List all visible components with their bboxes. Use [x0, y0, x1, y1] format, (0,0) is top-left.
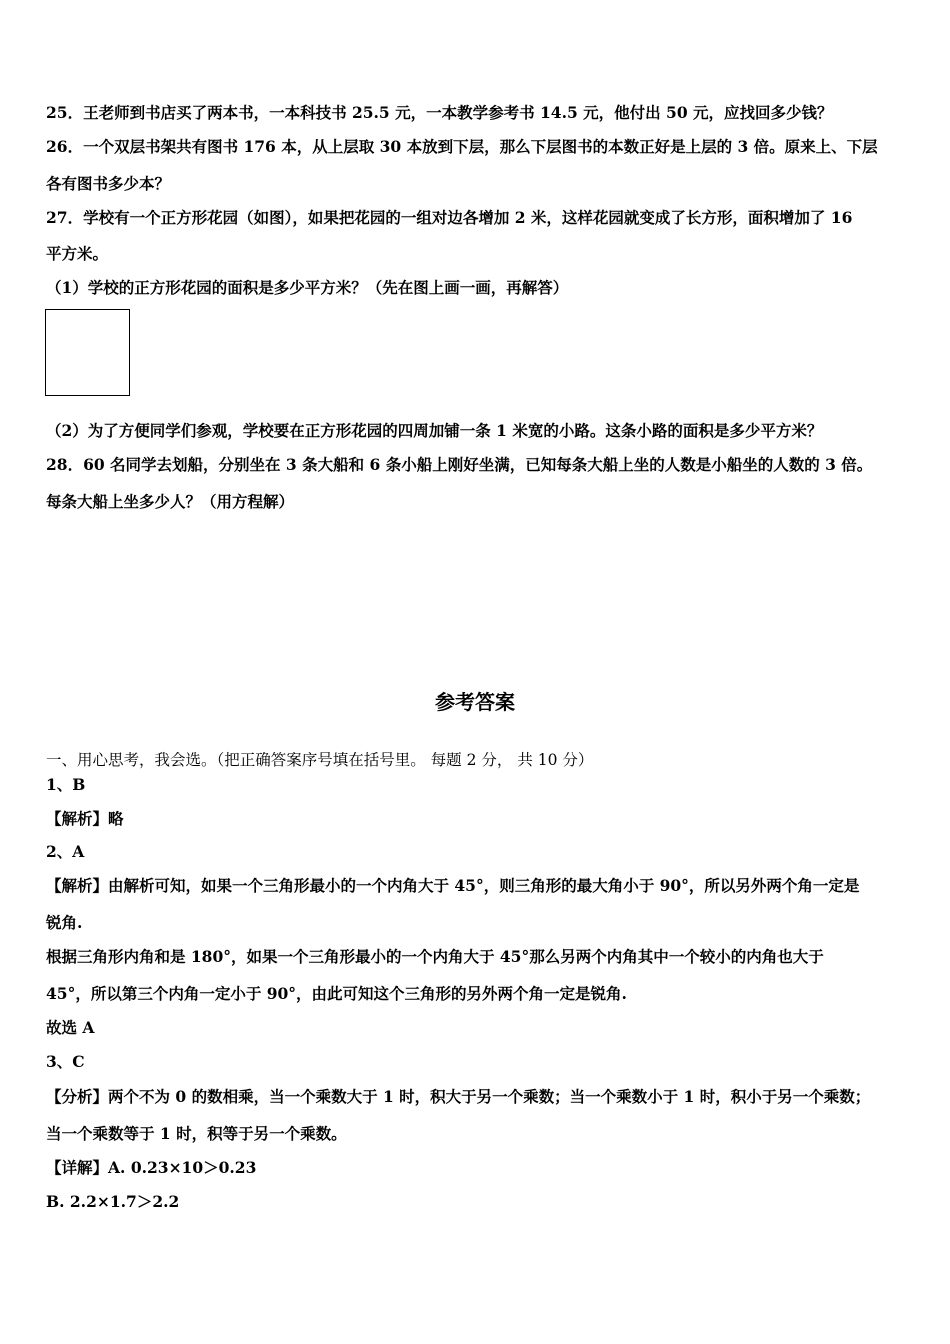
question-27-part2: （2）为了方便同学们参观，学校要在正方形花园的四周加铺一条 1 米宽的小路。这条小路的面积是多少平方米？	[46, 421, 823, 440]
question-28-line2: 每条大船上坐多少人？（用方程解）	[46, 492, 295, 511]
section-1-heading: 一、用心思考，我会选。（把正确答案序号填在括号里。 每题 2 分， 共 10 分）	[46, 751, 594, 769]
question-25: 25．王老师到书店买了两本书，一本科技书 25.5 元，一本教学参考书 14.5 元，他付出 50 元，应找回多少钱？	[46, 103, 833, 122]
question-28-line1: 28．60 名同学去划船，分别坐在 3 条大船和 6 条小船上刚好坐满，已知每条大船上坐的人数是小船坐的人数的 3 倍。	[46, 455, 873, 474]
question-26-line2: 各有图书多少本？	[46, 174, 171, 193]
answer-2-explanation-line2: 锐角.	[46, 913, 83, 932]
question-27-part1: （1）学校的正方形花园的面积是多少平方米？（先在图上画一画，再解答）	[46, 278, 569, 297]
answer-3-detail-line1: 【详解】A. 0.23×10＞0.23	[46, 1158, 257, 1177]
answer-2-explanation-line1: 【解析】由解析可知，如果一个三角形最小的一个内角大于 45°，则三角形的最大角小于 90°，所以另外两个角一定是	[46, 876, 860, 895]
answer-1-explanation: 【解析】略	[46, 809, 124, 828]
answer-3: 3、C	[46, 1052, 85, 1071]
answer-3-analysis-line1: 【分析】两个不为 0 的数相乘，当一个乘数大于 1 时，积大于另一个乘数；当一个乘数小于 1 时，积小于另一个乘数；	[46, 1087, 871, 1106]
answer-1: 1、B	[46, 775, 86, 794]
answers-title: 参考答案	[435, 690, 515, 714]
answer-3-analysis-line2: 当一个乘数等于 1 时，积等于另一个乘数。	[46, 1124, 347, 1143]
square-garden-figure	[45, 309, 130, 396]
answer-2-choice: 故选 A	[46, 1018, 95, 1037]
question-27-line2: 平方米。	[46, 244, 109, 263]
answer-2-explanation-line4: 45°，所以第三个内角一定小于 90°，由此可知这个三角形的另外两个角一定是锐角.	[46, 984, 627, 1003]
question-26-line1: 26．一个双层书架共有图书 176 本，从上层取 30 本放到下层，那么下层图书的本数正好是上层的 3 倍。原来上、下层	[46, 137, 878, 156]
answer-2-explanation-line3: 根据三角形内角和是 180°，如果一个三角形最小的一个内角大于 45°那么另两个内角其中一个较小的内角也大于	[46, 947, 824, 966]
question-27-line1: 27．学校有一个正方形花园（如图），如果把花园的一组对边各增加 2 米，这样花园就变成了长方形，面积增加了 16	[46, 208, 853, 227]
answer-3-detail-line2: B. 2.2×1.7＞2.2	[46, 1192, 180, 1211]
answer-2: 2、A	[46, 842, 85, 861]
